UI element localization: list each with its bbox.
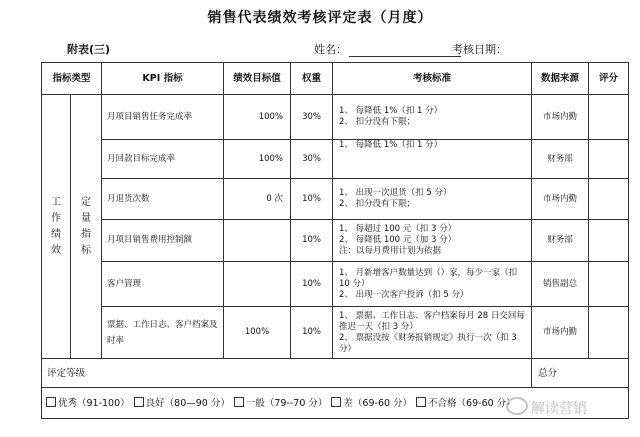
data-source: 市场内勤 (532, 95, 589, 140)
standard-line: 2、 出现一次客户投诉（扣 5 分） (339, 289, 469, 300)
standard-cell (333, 307, 532, 359)
watermark-text: 解读营销 (531, 401, 587, 417)
date-label: 考核日期： (452, 43, 507, 56)
kpi-name: 月项目销售任务完成率 (102, 95, 224, 140)
standard-line: 1、 票据、工作日志、客户档案每月 28 日交回每推迟一天（扣 3 分） (339, 310, 525, 332)
checkbox[interactable] (46, 397, 56, 407)
table-row (42, 95, 629, 140)
appendix-label: 附表(三) (67, 43, 111, 56)
date-field[interactable] (452, 41, 557, 57)
weight-value: 10% (291, 262, 333, 307)
standard-cell (333, 262, 532, 307)
standard-cell (333, 220, 532, 262)
option-label: 良好（80—90 分） (145, 398, 230, 409)
grade-option-fail[interactable] (416, 398, 516, 409)
header-indicator-type: 指标类型 (42, 63, 102, 95)
grade-option-average[interactable] (234, 398, 328, 409)
header-target: 绩效目标值 (224, 63, 291, 95)
total-label: 总分 (538, 367, 558, 379)
checkbox[interactable] (331, 397, 341, 407)
name-field[interactable] (314, 41, 461, 57)
grade-label: 评定等级 (42, 359, 532, 388)
form-title: 销售代表绩效考核评定表（月度） (207, 10, 433, 26)
data-source: 市场内勤 (532, 179, 589, 220)
score-cell[interactable] (589, 140, 629, 179)
grade-option-excellent[interactable] (46, 398, 130, 409)
total-score-field[interactable] (532, 359, 629, 388)
weight-value: 10% (291, 179, 333, 220)
option-label: 不合格（69-60 分） (428, 398, 516, 409)
weight-value: 30% (291, 140, 333, 179)
checkbox[interactable] (416, 397, 426, 407)
option-label: 优秀（91-100） (58, 398, 130, 409)
score-cell[interactable] (589, 95, 629, 140)
data-source: 销售副总 (532, 262, 589, 307)
target-value (224, 262, 291, 307)
standard-line: 2、 扣分没有下限； (339, 117, 416, 127)
kpi-name: 票据、工作日志、客户档案及时率 (102, 307, 224, 359)
header-standard: 考核标准 (333, 63, 532, 95)
standard-line: 2、 每降低 100 元（加 3 分） (339, 235, 457, 245)
header-score: 评分 (589, 63, 629, 95)
target-value: 100% (224, 95, 291, 140)
standard-line: 2、 票据没按《财务报销规定》执行一次（扣 3 分） (339, 332, 517, 354)
table-row (42, 307, 629, 359)
target-value: 100% (224, 140, 291, 179)
weight-value: 10% (291, 220, 333, 262)
grade-option-good[interactable] (134, 398, 230, 409)
standard-line: 1、 每降低 1%（扣 1 分） (339, 106, 443, 116)
standard-line: 1、 出现一次退货（扣 5 分） (339, 188, 452, 198)
standard-cell (333, 95, 532, 140)
kpi-name: 月退货次数 (102, 179, 224, 220)
checkbox[interactable] (234, 397, 244, 407)
header-weight: 权重 (291, 63, 333, 95)
score-cell[interactable] (589, 307, 629, 359)
kpi-name: 月回款目标完成率 (102, 140, 224, 179)
standard-line: 1、 每超过 100 元（扣 3 分） (339, 224, 457, 234)
standard-line: 2、 扣分没有下限； (339, 199, 416, 209)
kpi-name: 月项目销售费用控制额 (102, 220, 224, 262)
score-cell[interactable] (589, 220, 629, 262)
option-label: 差（69-60 分） (343, 398, 413, 409)
grade-row (42, 359, 629, 388)
standard-line: 1、 月新增客户数量达到（）家，每少一家（扣 10 分） (339, 267, 518, 289)
speech-bubble-icon (506, 397, 528, 415)
table-row (42, 179, 629, 220)
score-cell[interactable] (589, 262, 629, 307)
header-kpi: KPI 指标 (102, 63, 224, 95)
standard-cell (333, 140, 532, 179)
option-label: 一般（79--70 分） (245, 398, 328, 409)
table-row (42, 262, 629, 307)
target-value: 100% (224, 307, 291, 359)
standard-note: 注：以每月费用计划为依据 (339, 246, 442, 256)
standard-cell (333, 179, 532, 220)
grade-option-poor[interactable] (331, 398, 412, 409)
target-value (224, 220, 291, 262)
table-row (42, 220, 629, 262)
data-source: 财务部 (532, 220, 589, 262)
data-source: 财务部 (532, 140, 589, 179)
watermark (506, 397, 587, 418)
name-blank-line[interactable] (349, 45, 461, 57)
data-source: 市场内勤 (532, 307, 589, 359)
weight-value: 30% (291, 95, 333, 140)
target-value: 0 次 (224, 179, 291, 220)
category-secondary: 定量指标 (71, 95, 102, 359)
header-source: 数据来源 (532, 63, 589, 95)
weight-value: 10% (291, 307, 333, 359)
checkbox[interactable] (134, 397, 144, 407)
name-label: 姓名： (314, 43, 347, 56)
table-row (42, 140, 629, 179)
category-primary: 工作绩效 (42, 95, 71, 359)
score-cell[interactable] (589, 179, 629, 220)
kpi-evaluation-table (41, 62, 629, 419)
kpi-name: 客户管理 (102, 262, 224, 307)
header-row (42, 63, 629, 95)
standard-line: 1、 每降低 1%（扣 1 分） (339, 140, 443, 150)
